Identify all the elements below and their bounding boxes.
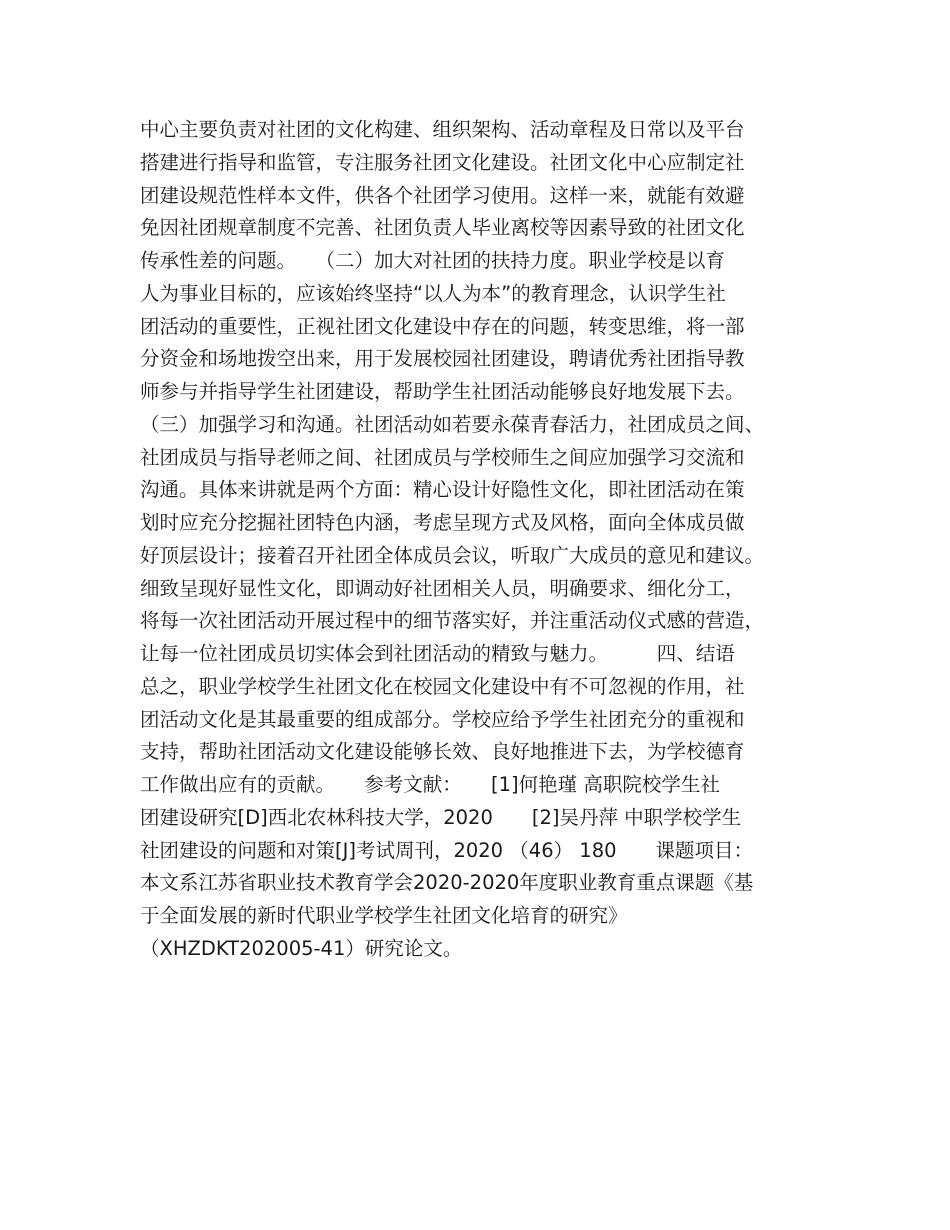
- text-line: 中心主要负责对社团的文化构建、组织架构、活动章程及日常以及平台: [140, 118, 745, 141]
- text-line: （XHZDKT202005-41）研究论文。: [140, 936, 463, 960]
- text-line: 免因社团规章制度不完善、社团负责人毕业离校等因素导致的社团文化: [140, 216, 745, 240]
- text-line: 团建设研究[D]西北农林科技大学，2020 [2]吴丹萍 中职学校学生: [140, 805, 742, 829]
- text-line: 让每一位社团成员切实体会到社团活动的精致与魅力。 四、结语: [140, 642, 735, 665]
- text-line: 总之，职业学校学生社团文化在校园文化建设中有不可忽视的作用，社: [140, 674, 745, 698]
- text-line: 分资金和场地拨空出来，用于发展校园社团建设，聘请优秀社团指导教: [140, 347, 745, 371]
- text-line: 搭建进行指导和监管，专注服务社团文化建设。社团文化中心应制定社: [140, 150, 745, 174]
- text-line: 将每一次社团活动开展过程中的细节落实好，并注重活动仪式感的营造，: [140, 609, 765, 633]
- text-line: （三）加强学习和沟通。社团活动如若要永葆青春活力，社团成员之间、: [140, 412, 765, 436]
- text-line: 团活动的重要性，正视社团文化建设中存在的问题，转变思维，将一部: [140, 314, 745, 338]
- text-line: 支持，帮助社团活动文化建设能够长效、良好地推进下去，为学校德育: [140, 740, 745, 764]
- text-line: 师参与并指导学生社团建设，帮助学生社团活动能够良好地发展下去。: [140, 380, 745, 403]
- text-line: 传承性差的问题。 （二）加大对社团的扶持力度。职业学校是以育: [140, 249, 726, 272]
- text-line: 社团成员与指导老师之间、社团成员与学校师生之间应加强学习交流和: [140, 445, 745, 469]
- body-text: [140, 114, 830, 966]
- text-line: 工作做出应有的贡献。 参考文献： [1]何艳瑾 高职院校学生社: [140, 773, 720, 796]
- text-line: 团活动文化是其最重要的组成部分。学校应给予学生社团充分的重视和: [140, 707, 745, 731]
- text-line: 沟通。具体来讲就是两个方面：精心设计好隐性文化，即社团活动在策: [140, 478, 745, 502]
- text-line: 团建设规范性样本文件，供各个社团学习使用。这样一来，就能有效避: [140, 183, 745, 207]
- text-line: 人为事业目标的，应该始终坚持“以人为本”的教育理念，认识学生社: [140, 281, 726, 305]
- text-line: 本文系江苏省职业技术教育学会2020-2020年度职业教育重点课题《基: [140, 871, 754, 895]
- text-line: 社团建设的问题和对策[J]考试周刊，2020 （46） 180 课题项目：: [140, 838, 754, 862]
- text-line: 细致呈现好显性文化，即调动好社团相关人员，明确要求、细化分工，: [140, 576, 745, 600]
- text-line: 好顶层设计；接着召开社团全体成员会议，听取广大成员的意见和建议。: [140, 543, 765, 567]
- text-line: 于全面发展的新时代职业学校学生社团文化培育的研究》: [140, 904, 628, 927]
- text-line: 划时应充分挖掘社团特色内涵，考虑呈现方式及风格，面向全体成员做: [140, 511, 745, 534]
